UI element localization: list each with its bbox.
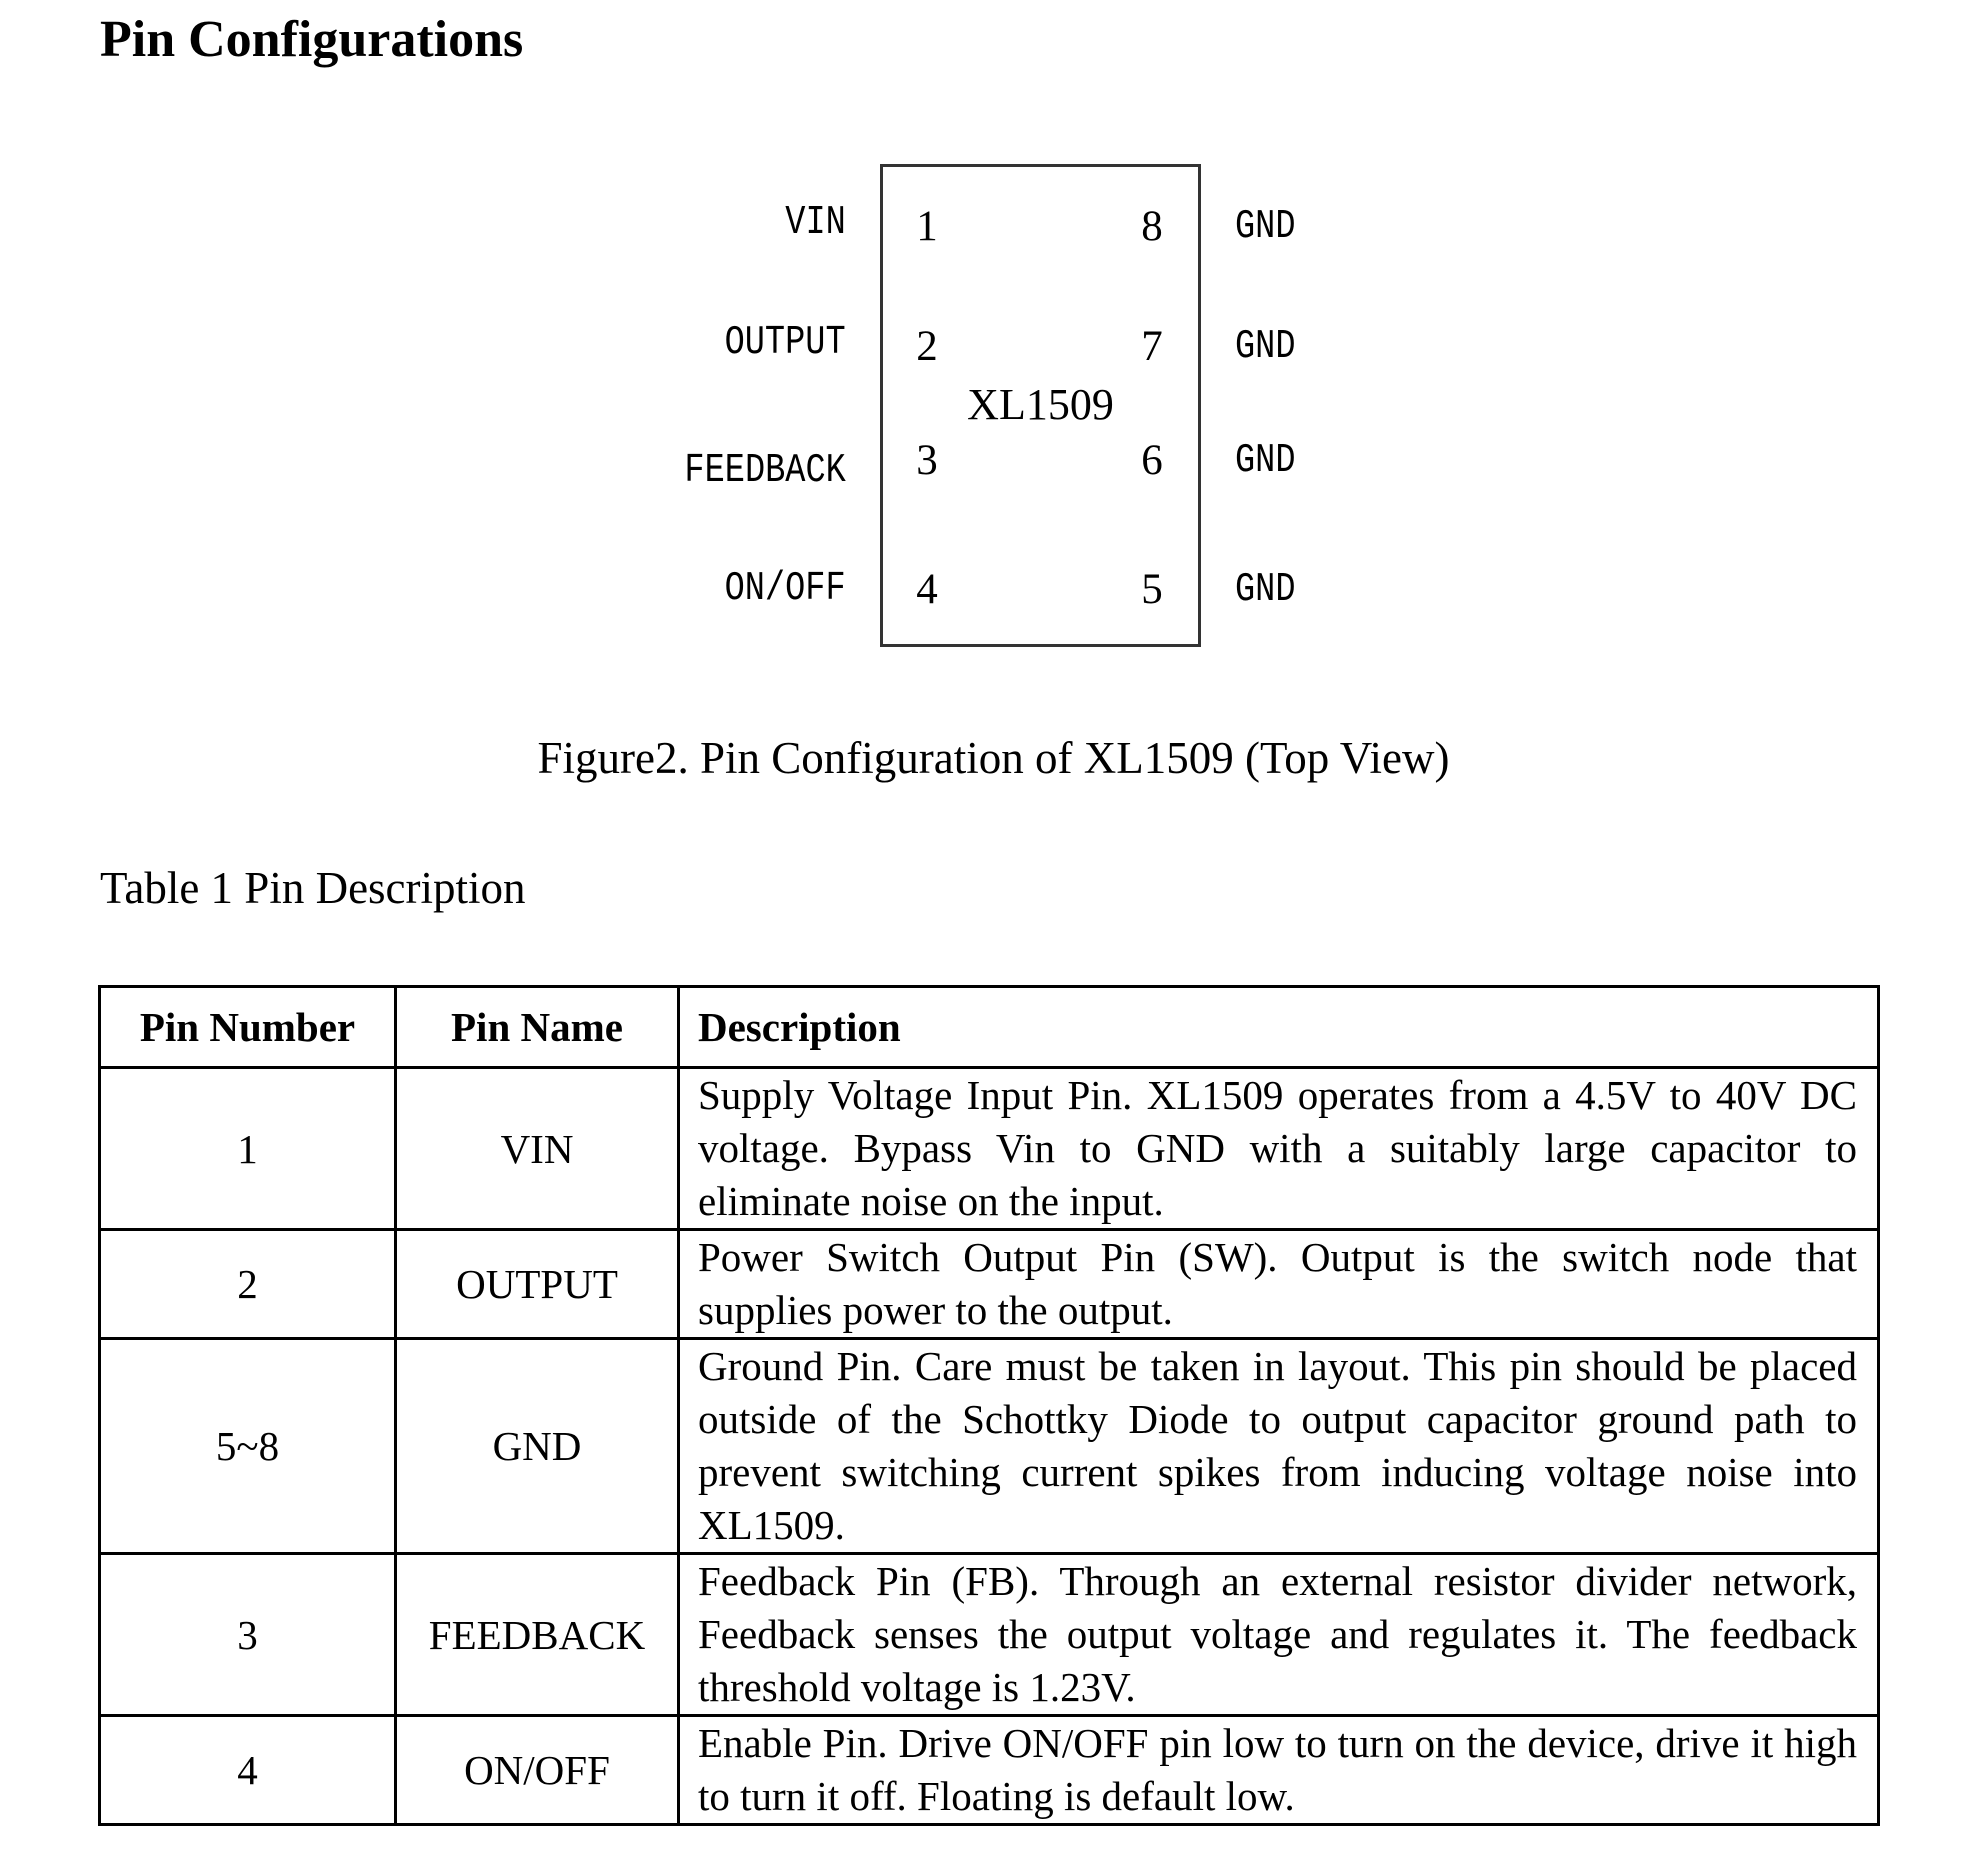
pin-label-right-6: GND [1235,438,1296,484]
pin-label-left-2: OUTPUT [724,320,846,366]
table-row [100,1716,1879,1825]
pin-number-cell: 5~8 [100,1339,396,1554]
pin-number-right-8: 8 [1141,203,1163,250]
page-heading: Pin Configurations [100,11,524,68]
pin-label-right-5: GND [1235,567,1296,613]
pin-number-right-6: 6 [1141,437,1163,484]
header-description: Description [679,987,1879,1068]
pin-number-cell: 2 [100,1230,396,1339]
pin-number-left-4: 4 [916,566,938,613]
pin-number-left-1: 1 [916,203,938,250]
pin-label-left-3: FEEDBACK [684,448,846,494]
header-pin-number: Pin Number [100,987,396,1068]
pin-name-cell: GND [396,1339,679,1554]
pin-label-right-7: GND [1235,324,1296,370]
table-row [100,1554,1879,1716]
pin-name-cell: VIN [396,1068,679,1230]
table-title: Table 1 Pin Description [100,863,526,913]
header-pin-name: Pin Name [396,987,679,1068]
pin-name-cell: FEEDBACK [396,1554,679,1716]
pin-label-right-8: GND [1235,204,1296,250]
pin-number-cell: 3 [100,1554,396,1716]
pin-description-table [98,985,1880,1826]
pin-number-right-7: 7 [1141,323,1163,370]
pin-number-left-3: 3 [916,437,938,484]
pin-name-cell: ON/OFF [396,1716,679,1825]
table-row [100,1068,1879,1230]
pin-name-cell: OUTPUT [396,1230,679,1339]
pin-description-cell: Feedback Pin (FB). Through an external resistor divider network, Feedback senses the output voltage and regulates it. The feedback threshold voltage is 1.23V. [679,1554,1879,1716]
pin-description-cell: Supply Voltage Input Pin. XL1509 operates from a 4.5V to 40V DC voltage. Bypass Vin to GND with a suitably large capacitor to eliminate noise on the input. [679,1068,1879,1230]
pin-description-cell: Enable Pin. Drive ON/OFF pin low to turn on the device, drive it high to turn it off. Floating is default low. [679,1716,1879,1825]
pin-label-left-4: ON/OFF [724,566,846,612]
pin-description-cell: Ground Pin. Care must be taken in layout. This pin should be placed outside of the Schottky Diode to output capacitor ground path to prevent switching current spikes from inducing voltage noise into XL1509. [679,1339,1879,1554]
figure-caption: Figure2. Pin Configuration of XL1509 (Top View) [537,733,1450,783]
chip-name: XL1509 [967,380,1114,429]
pin-label-left-1: VIN [785,200,846,246]
pin-number-cell: 1 [100,1068,396,1230]
table-row [100,1230,1879,1339]
pin-number-right-5: 5 [1141,566,1163,613]
pin-description-cell: Power Switch Output Pin (SW). Output is the switch node that supplies power to the output. [679,1230,1879,1339]
table-row [100,1339,1879,1554]
pin-number-cell: 4 [100,1716,396,1825]
table-header-row [100,987,1879,1068]
pin-number-left-2: 2 [916,323,938,370]
